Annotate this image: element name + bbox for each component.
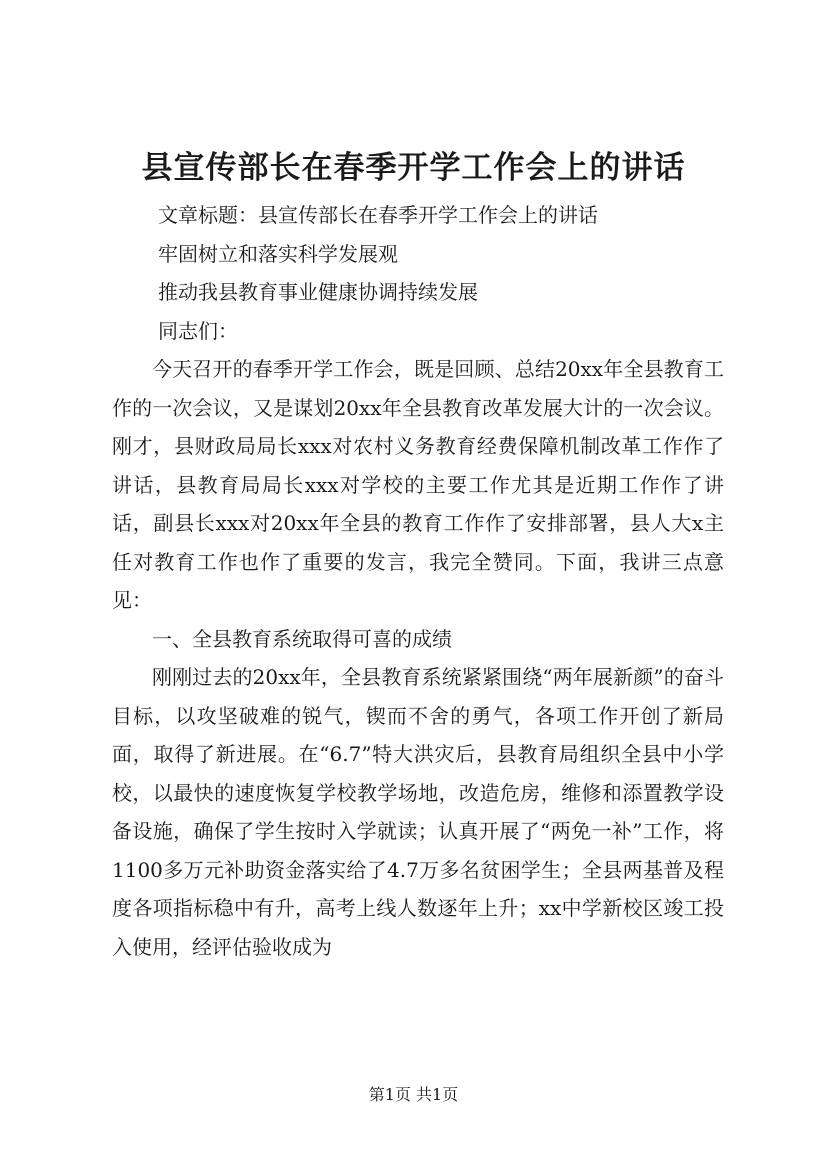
body-paragraph: 今天召开的春季开学工作会，既是回顾、总结20xx年全县教育工作的一次会议，又是谋划20xx年全县教育改革发展大计的一次会议。刚才，县财政局局长xxx对农村义务教育经费保障机制改革工作作了讲话，县教育局局长xxx对学校的主要工作尤其是近期工作作了讲话，副县长xxx对20xx年全县的教育工作作了安排部署，县人大x主任对教育工作也作了重要的发言，我完全赞同。下面，我讲三点意见： (112, 357, 724, 612)
article-title-line: 文章标题：县宣传部长在春季开学工作会上的讲话 (158, 203, 598, 227)
salutation: 同志们： (158, 318, 238, 343)
document-body (112, 196, 724, 966)
page-footer: 第1页 共1页 (368, 1085, 459, 1104)
section-heading: 一、全县教育系统取得可喜的成绩 (152, 626, 452, 651)
body-paragraph: 刚刚过去的20xx年，全县教育系统紧紧围绕“两年展新颜”的奋斗目标，以攻坚破难的锐气，锲而不舍的勇气，各项工作开创了新局面，取得了新进展。在“6.7”特大洪灾后，县教育局组织全县中小学校，以最快的速度恢复学校教学场地，改造危房，维修和添置教学设备设施，确保了学生按时入学就读；认真开展了“两免一补”工作，将1100多万元补助资金落实给了4.7万多名贫困学生；全县两基普及程度各项指标稳中有升，高考上线人数逐年上升；xx中学新校区竣工投入使用，经评估验收成为 (112, 665, 724, 959)
subtitle-line-2: 推动我县教育事业健康协调持续发展 (158, 280, 478, 304)
document-title: 县宣传部长在春季开学工作会上的讲话 (141, 150, 686, 186)
subtitle-line-1: 牢固树立和落实科学发展观 (158, 241, 398, 266)
